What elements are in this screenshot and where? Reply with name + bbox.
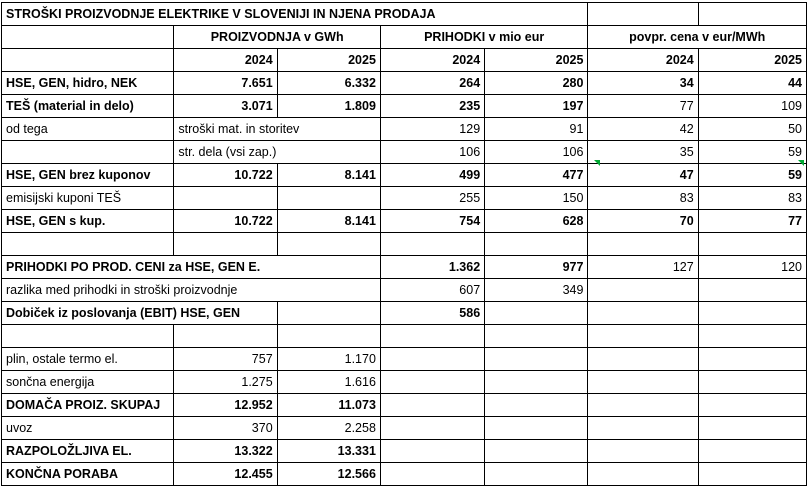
row-cell: 2.258 bbox=[277, 417, 380, 440]
row-sublabel: stroški mat. in storitev bbox=[174, 118, 381, 141]
page-title: STROŠKI PROIZVODNJE ELEKTRIKE V SLOVENIJI IN NJENA PRODAJA bbox=[2, 3, 588, 26]
row-cell: 8.141 bbox=[277, 210, 380, 233]
row-label: Dobiček iz poslovanja (EBIT) HSE, GEN bbox=[2, 302, 278, 325]
year-header-prod-2025: 2025 bbox=[277, 49, 380, 72]
row-cell bbox=[698, 371, 806, 394]
table-row bbox=[2, 371, 807, 394]
group-header-price: povpr. cena v eur/MWh bbox=[588, 26, 807, 49]
row-cell: 150 bbox=[485, 187, 588, 210]
year-header-prod-2024: 2024 bbox=[174, 49, 277, 72]
row-cell bbox=[698, 440, 806, 463]
row-label: HSE, GEN s kup. bbox=[2, 210, 174, 233]
row-cell: 255 bbox=[380, 187, 484, 210]
row-cell bbox=[277, 302, 380, 325]
comment-marker-icon bbox=[594, 160, 600, 166]
table-row bbox=[2, 302, 807, 325]
row-cell: 50 bbox=[698, 118, 806, 141]
table-row bbox=[2, 210, 807, 233]
row-cell: 977 bbox=[485, 256, 588, 279]
row-cell bbox=[698, 394, 806, 417]
row-cell bbox=[485, 394, 588, 417]
row-cell: 1.616 bbox=[277, 371, 380, 394]
row-cell bbox=[174, 187, 277, 210]
row-cell bbox=[588, 279, 698, 302]
row-cell: 197 bbox=[485, 95, 588, 118]
row-cell: 44 bbox=[698, 72, 806, 95]
table-row bbox=[2, 348, 807, 371]
row-cell bbox=[698, 417, 806, 440]
row-cell: 280 bbox=[485, 72, 588, 95]
row-label: uvoz bbox=[2, 417, 174, 440]
row-cell: 12.952 bbox=[174, 394, 277, 417]
row-cell bbox=[588, 325, 698, 348]
row-cell: 8.141 bbox=[277, 164, 380, 187]
row-cell: 3.071 bbox=[174, 95, 277, 118]
row-cell bbox=[380, 325, 484, 348]
row-cell: 370 bbox=[174, 417, 277, 440]
row-cell bbox=[380, 348, 484, 371]
row-label: RAZPOLOŽLJIVA EL. bbox=[2, 440, 174, 463]
row-cell: 1.170 bbox=[277, 348, 380, 371]
table-row-empty bbox=[2, 325, 807, 348]
row-cell: 10.722 bbox=[174, 210, 277, 233]
table-row bbox=[2, 141, 807, 164]
year-header-rev-2024: 2024 bbox=[380, 49, 484, 72]
row-cell bbox=[380, 440, 484, 463]
row-cell bbox=[485, 463, 588, 486]
table-row bbox=[2, 72, 807, 95]
row-cell: 70 bbox=[588, 210, 698, 233]
row-cell bbox=[588, 440, 698, 463]
row-cell bbox=[588, 302, 698, 325]
row-cell: 77 bbox=[698, 210, 806, 233]
row-cell bbox=[698, 233, 806, 256]
row-cell bbox=[380, 394, 484, 417]
row-cell: 6.332 bbox=[277, 72, 380, 95]
row-cell: 1.362 bbox=[380, 256, 484, 279]
group-header-row bbox=[2, 26, 807, 49]
row-cell: 59 bbox=[698, 164, 806, 187]
table-row-empty bbox=[2, 233, 807, 256]
row-cell bbox=[174, 233, 277, 256]
year-header-corner bbox=[2, 49, 174, 72]
row-cell bbox=[698, 279, 806, 302]
row-label: HSE, GEN brez kuponov bbox=[2, 164, 174, 187]
table-row bbox=[2, 256, 807, 279]
row-cell bbox=[698, 463, 806, 486]
row-cell: 13.322 bbox=[174, 440, 277, 463]
row-cell: 499 bbox=[380, 164, 484, 187]
row-label: HSE, GEN, hidro, NEK bbox=[2, 72, 174, 95]
table-row bbox=[2, 118, 807, 141]
row-label bbox=[2, 325, 174, 348]
row-cell: 91 bbox=[485, 118, 588, 141]
row-cell bbox=[485, 348, 588, 371]
row-cell bbox=[485, 371, 588, 394]
row-label: sončna energija bbox=[2, 371, 174, 394]
row-cell: 607 bbox=[380, 279, 484, 302]
row-cell bbox=[485, 302, 588, 325]
row-cell bbox=[277, 233, 380, 256]
table-row bbox=[2, 95, 807, 118]
year-header-price-2025: 2025 bbox=[698, 49, 806, 72]
row-label: emisijski kuponi TEŠ bbox=[2, 187, 174, 210]
table-row bbox=[2, 279, 807, 302]
row-cell: 129 bbox=[380, 118, 484, 141]
table-row bbox=[2, 417, 807, 440]
title-row bbox=[2, 3, 807, 26]
group-header-revenue: PRIHODKI v mio eur bbox=[380, 26, 588, 49]
row-cell: 264 bbox=[380, 72, 484, 95]
comment-marker-icon bbox=[798, 160, 804, 166]
row-cell bbox=[174, 325, 277, 348]
row-cell bbox=[485, 325, 588, 348]
row-cell bbox=[485, 233, 588, 256]
table-row bbox=[2, 440, 807, 463]
row-label: razlika med prihodki in stroški proizvodnje bbox=[2, 279, 381, 302]
row-label bbox=[2, 141, 174, 164]
row-cell bbox=[380, 371, 484, 394]
row-cell: 13.331 bbox=[277, 440, 380, 463]
row-cell: 757 bbox=[174, 348, 277, 371]
row-cell: 127 bbox=[588, 256, 698, 279]
row-cell: 59 bbox=[698, 141, 806, 164]
row-cell: 83 bbox=[588, 187, 698, 210]
row-cell: 83 bbox=[698, 187, 806, 210]
row-cell bbox=[380, 463, 484, 486]
row-cell bbox=[485, 440, 588, 463]
group-header-corner bbox=[2, 26, 174, 49]
row-cell: 42 bbox=[588, 118, 698, 141]
year-header-price-2024: 2024 bbox=[588, 49, 698, 72]
group-header-production: PROIZVODNJA v GWh bbox=[174, 26, 381, 49]
table-body bbox=[2, 3, 807, 486]
row-cell: 77 bbox=[588, 95, 698, 118]
row-cell: 349 bbox=[485, 279, 588, 302]
row-cell bbox=[588, 233, 698, 256]
row-label: TEŠ (material in delo) bbox=[2, 95, 174, 118]
row-cell bbox=[277, 325, 380, 348]
row-cell: 47 bbox=[588, 164, 698, 187]
row-label bbox=[2, 233, 174, 256]
row-cell: 7.651 bbox=[174, 72, 277, 95]
row-cell: 477 bbox=[485, 164, 588, 187]
row-cell: 1.809 bbox=[277, 95, 380, 118]
row-cell: 34 bbox=[588, 72, 698, 95]
row-cell: 106 bbox=[485, 141, 588, 164]
row-label: KONČNA PORABA bbox=[2, 463, 174, 486]
year-header-rev-2025: 2025 bbox=[485, 49, 588, 72]
row-cell: 12.566 bbox=[277, 463, 380, 486]
row-cell bbox=[588, 348, 698, 371]
row-cell: 754 bbox=[380, 210, 484, 233]
row-cell: 628 bbox=[485, 210, 588, 233]
table-row bbox=[2, 463, 807, 486]
row-label: PRIHODKI PO PROD. CENI za HSE, GEN E. bbox=[2, 256, 381, 279]
row-cell: 120 bbox=[698, 256, 806, 279]
row-sublabel: str. dela (vsi zap.) bbox=[174, 141, 381, 164]
row-cell bbox=[588, 394, 698, 417]
row-cell: 586 bbox=[380, 302, 484, 325]
row-cell: 106 bbox=[380, 141, 484, 164]
title-spacer-1 bbox=[588, 3, 698, 26]
row-label: DOMAČA PROIZ. SKUPAJ bbox=[2, 394, 174, 417]
table-row bbox=[2, 187, 807, 210]
row-cell bbox=[588, 371, 698, 394]
cost-production-table bbox=[1, 2, 807, 486]
row-cell bbox=[698, 348, 806, 371]
row-cell bbox=[698, 325, 806, 348]
row-label: od tega bbox=[2, 118, 174, 141]
row-cell: 10.722 bbox=[174, 164, 277, 187]
row-cell: 11.073 bbox=[277, 394, 380, 417]
row-cell: 12.455 bbox=[174, 463, 277, 486]
row-cell: 109 bbox=[698, 95, 806, 118]
row-label: plin, ostale termo el. bbox=[2, 348, 174, 371]
row-cell bbox=[380, 417, 484, 440]
row-cell: 35 bbox=[588, 141, 698, 164]
row-cell bbox=[698, 302, 806, 325]
title-spacer-2 bbox=[698, 3, 806, 26]
row-cell: 235 bbox=[380, 95, 484, 118]
row-cell bbox=[588, 463, 698, 486]
row-cell bbox=[277, 187, 380, 210]
table-row bbox=[2, 394, 807, 417]
row-cell bbox=[380, 233, 484, 256]
row-cell: 1.275 bbox=[174, 371, 277, 394]
year-header-row bbox=[2, 49, 807, 72]
table-row bbox=[2, 164, 807, 187]
row-cell bbox=[485, 417, 588, 440]
row-cell bbox=[588, 417, 698, 440]
